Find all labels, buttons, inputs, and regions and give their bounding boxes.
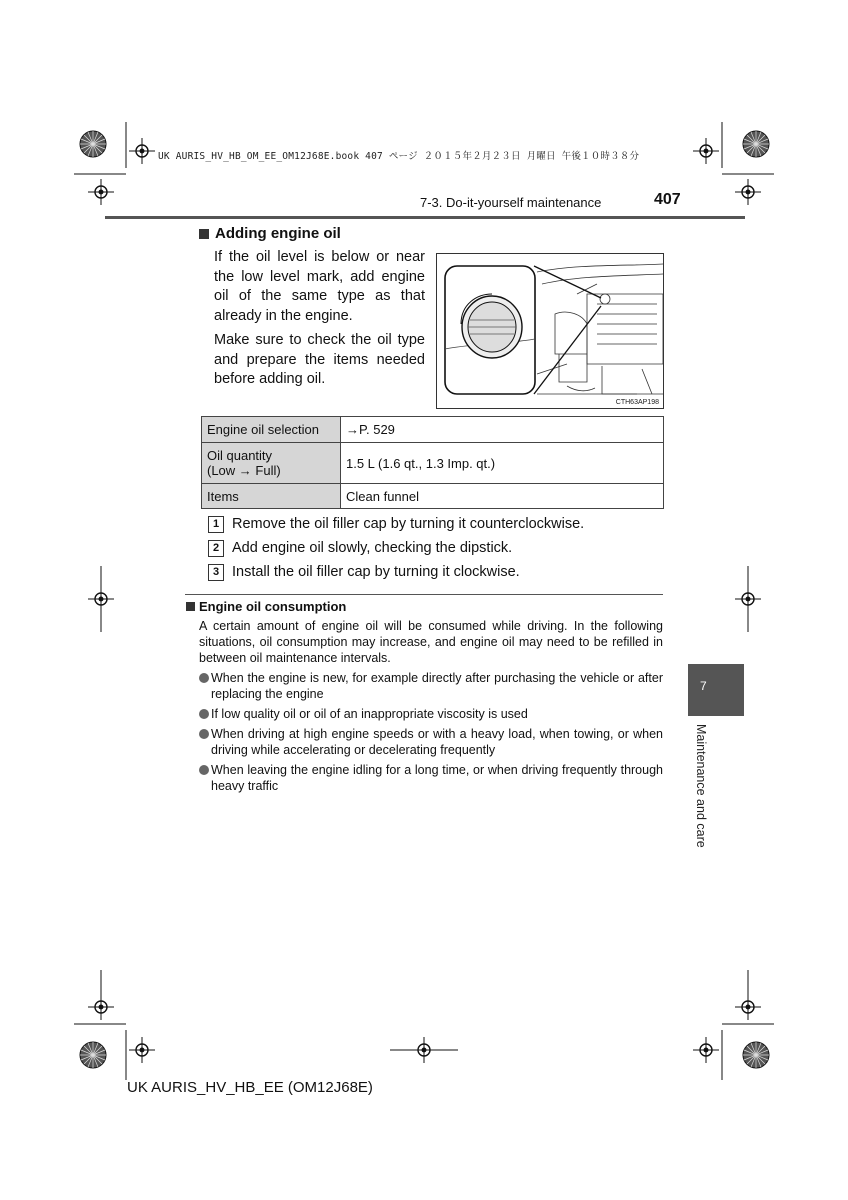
table-value-cell: Clean funnel [341, 484, 664, 509]
step-number: 3 [208, 564, 224, 581]
bullet-text: When the engine is new, for example directly after purchasing the vehicle or after replacing the engine [211, 671, 663, 701]
table-value-cell: 1.5 L (1.6 qt., 1.3 Imp. qt.) [341, 443, 664, 484]
chapter-tab-number: 7 [700, 679, 707, 693]
heading-square-icon [186, 602, 195, 611]
intro-paragraph: Make sure to check the oil type and prepare the items needed before adding oil. [214, 332, 425, 387]
adding-oil-heading-text: Adding engine oil [215, 225, 341, 242]
bullet-item [199, 670, 663, 702]
table-label-cell: Engine oil selection [202, 417, 341, 443]
engine-bay-drawing [437, 254, 663, 408]
bullet-item [199, 706, 663, 722]
step-item [208, 560, 584, 584]
header-rule [105, 216, 745, 219]
consumption-intro: A certain amount of engine oil will be consumed while driving. In the following situations, oil consumption may increase, and engine oil may need to be refilled in between oil maintenance intervals. [199, 619, 663, 665]
bullet-text: When leaving the engine idling for a long time, or when driving frequently through heavy traffic [211, 763, 663, 793]
table-row [202, 484, 664, 509]
bullet-item [199, 726, 663, 758]
bullet-text: When driving at high engine speeds or with a heavy load, when towing, or when driving while accelerating or decelerating frequently [211, 727, 663, 757]
step-item [208, 512, 584, 536]
table-label-cell: Items [202, 484, 341, 509]
intro-paragraph: If the oil level is below or near the low level mark, add engine oil of the same type as that already in the engine. [214, 249, 425, 324]
step-text: Add engine oil slowly, checking the dipstick. [232, 540, 513, 556]
page-number: 407 [654, 191, 681, 208]
table-value-cell: →P. 529 [341, 417, 664, 443]
bullet-dot-icon [199, 673, 209, 683]
table-row [202, 417, 664, 443]
oil-items-table [201, 416, 664, 509]
adding-oil-intro [214, 248, 425, 395]
step-number: 1 [208, 516, 224, 533]
step-number: 2 [208, 540, 224, 557]
adding-oil-heading [199, 225, 341, 242]
bullet-item [199, 762, 663, 794]
bullet-dot-icon [199, 729, 209, 739]
bullet-text: If low quality oil or oil of an inappropriate viscosity is used [211, 707, 528, 721]
table-row [202, 443, 664, 484]
section-title: 7-3. Do-it-yourself maintenance [420, 195, 602, 210]
bullet-dot-icon [199, 709, 209, 719]
step-item [208, 536, 584, 560]
step-text: Install the oil filler cap by turning it clockwise. [232, 564, 520, 580]
footer-model-code: UK AURIS_HV_HB_EE (OM12J68E) [127, 1079, 373, 1096]
table-label-cell: Oil quantity (Low → Full) [202, 443, 341, 484]
print-book-line: UK AURIS_HV_HB_OM_EE_OM12J68E.book 407 ページ ２０１５年２月２３日 月曜日 午後１０時３８分 [158, 151, 640, 162]
engine-oil-cap-illustration [436, 253, 664, 409]
steps-list [208, 512, 584, 584]
heading-square-icon [199, 229, 209, 239]
step-text: Remove the oil filler cap by turning it counterclockwise. [232, 516, 585, 532]
chapter-tab [688, 664, 744, 716]
consumption-heading-text: Engine oil consumption [199, 599, 347, 614]
chapter-tab-label: Maintenance and care [694, 724, 708, 848]
bullet-dot-icon [199, 765, 209, 775]
consumption-rule [185, 594, 663, 595]
consumption-heading [186, 599, 346, 614]
consumption-body [199, 618, 663, 798]
figure-code: CTH63AP198 [615, 399, 659, 406]
